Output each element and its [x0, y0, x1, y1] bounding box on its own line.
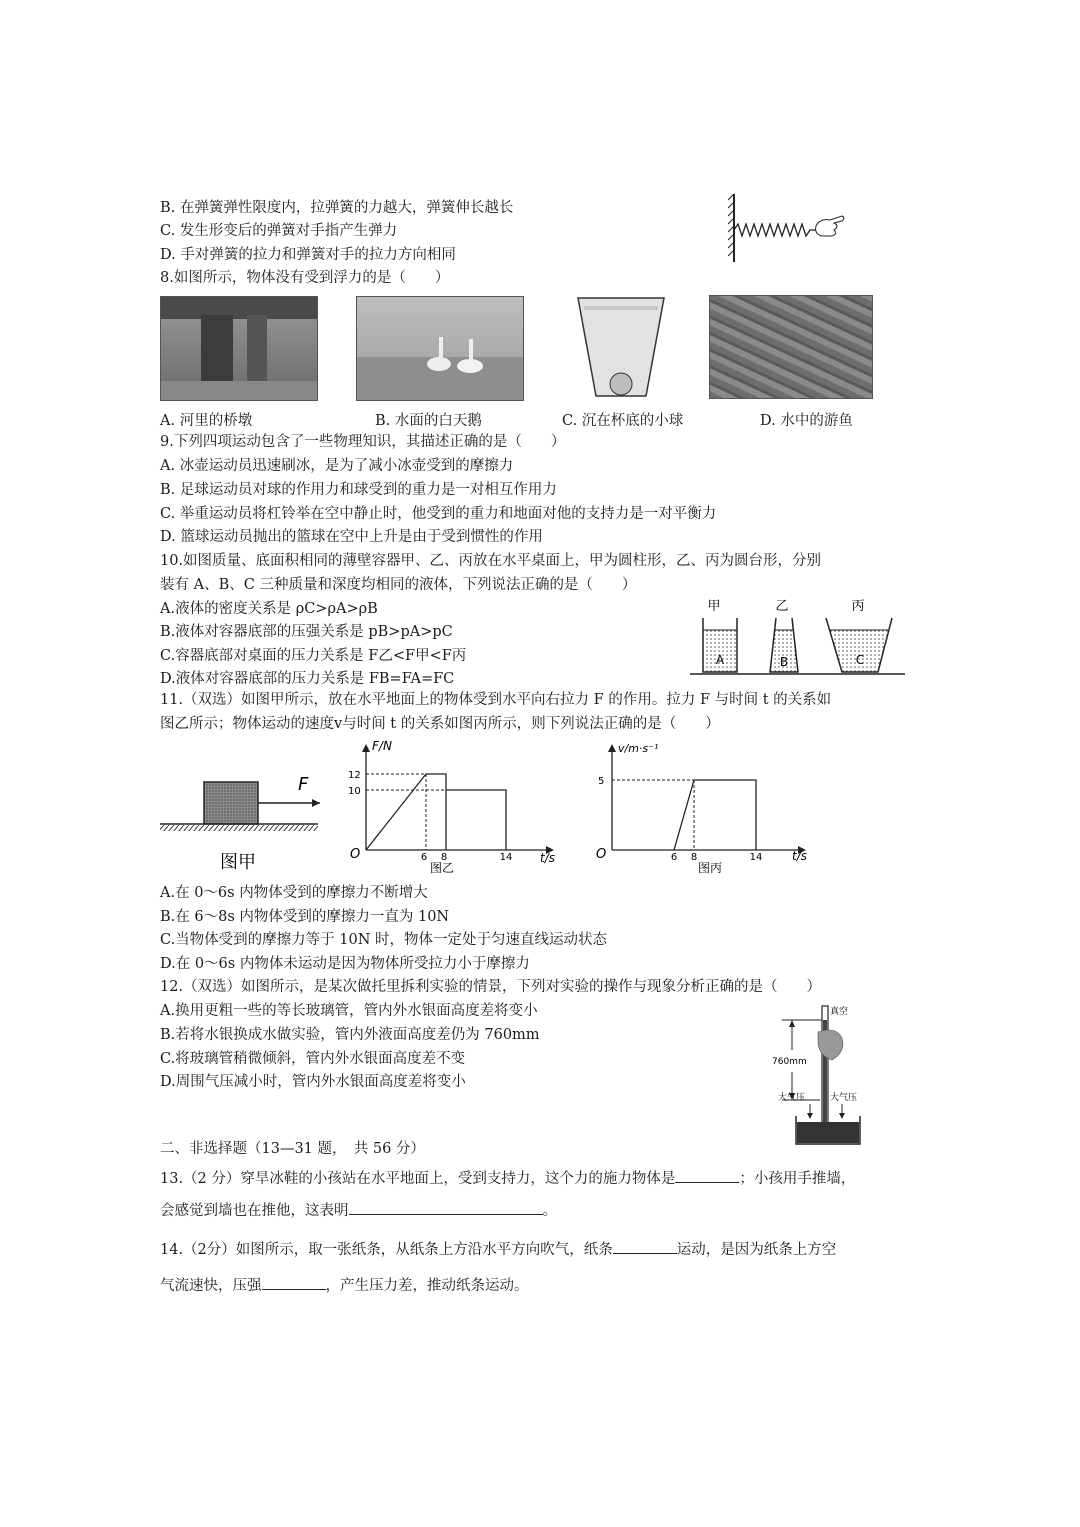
xtick-6-bing: 6	[670, 852, 678, 863]
q10-option-b: B.液体对容器底部的压强关系是 pB>pA>pC	[160, 624, 453, 640]
q13-part-2: ；小孩用手推墙，	[739, 1171, 856, 1187]
t-axis-label-bing: t/s	[792, 849, 807, 863]
figure-yi	[340, 738, 570, 874]
f-axis-label: F/N	[372, 739, 392, 753]
q8-stem: 8.如图所示，物体没有受到浮力的是（ ）	[160, 270, 450, 286]
q10-option-d: D.液体对容器底部的压力关系是 FB=FA=FC	[160, 671, 455, 687]
v-axis-label: v/m·s⁻¹	[618, 742, 659, 755]
q9-option-c: C. 举重运动员将杠铃举在空中静止时，他受到的重力和地面对他的支持力是一对平衡力	[160, 506, 717, 522]
photo-swans	[356, 296, 524, 401]
xtick-8-bing: 8	[690, 852, 698, 863]
figure-jia-caption: 图甲	[220, 852, 256, 873]
xtick-14-yi: 14	[499, 852, 513, 863]
q13-line-2	[160, 1200, 557, 1221]
vacuum-label: 真空	[830, 1007, 849, 1017]
xtick-14-bing: 14	[749, 852, 763, 863]
liquid-label-b: B	[779, 655, 789, 669]
q13-part-3: 会感觉到墙也在推他，这表明	[160, 1203, 349, 1219]
ytick-12: 12	[348, 770, 361, 781]
figure-bing	[590, 738, 820, 874]
q14-part-3: 气流速快，压强	[160, 1278, 262, 1294]
photo-bridge-pier	[160, 296, 318, 401]
q8-caption-c: C. 沉在杯底的小球	[562, 413, 684, 429]
q14-blank-2[interactable]	[262, 1275, 326, 1290]
q11-stem-2: 图乙所示；物体运动的速度v与时间 t 的关系如图丙所示，则下列说法正确的是（ ）	[160, 716, 720, 732]
q10-stem-1: 10.如图质量、底面积相同的薄壁容器甲、乙、丙放在水平桌面上，甲为圆柱形，乙、丙为圆台形，分别	[160, 553, 822, 569]
photo-cup-ball	[576, 296, 666, 400]
q7-option-b: B. 在弹簧弹性限度内，拉弹簧的力越大，弹簧伸长越长	[160, 200, 514, 216]
q11-option-a: A.在 0～6s 内物体受到的摩擦力不断增大	[160, 885, 428, 901]
atm-label-left: 大气压	[778, 1093, 806, 1103]
atm-label-right: 大气压	[830, 1093, 858, 1103]
q11-option-d: D.在 0～6s 内物体未运动是因为物体所受拉力小于摩擦力	[160, 956, 530, 972]
q11-stem-1: 11.（双选）如图甲所示，放在水平地面上的物体受到水平向右拉力 F 的作用。拉力 F 与时间 t 的关系如	[160, 692, 832, 708]
q14-part-2: 运动，是因为纸条上方空	[676, 1242, 837, 1258]
container-label-bing: 丙	[851, 599, 865, 614]
ytick-10: 10	[348, 786, 361, 797]
q10-stem-2: 装有 A、B、C 三种质量和深度均相同的液体，下列说法正确的是（ ）	[160, 577, 637, 593]
q14-blank-1[interactable]	[613, 1239, 677, 1254]
q12-option-c: C.将玻璃管稍微倾斜，管内外水银面高度差不变	[160, 1051, 466, 1067]
q13-part-1: 13.（2 分）穿旱冰鞋的小孩站在水平地面上，受到支持力，这个力的施力物体是	[160, 1171, 676, 1187]
spring-figure	[728, 190, 858, 265]
q9-stem: 9.下列四项运动包含了一些物理知识，其描述正确的是（ ）	[160, 434, 566, 450]
figure-bing-caption: 图丙	[697, 861, 723, 874]
liquid-label-c: C	[855, 653, 865, 667]
q12-stem: 12.（双选）如图所示，是某次做托里拆利实验的情景，下列对实验的操作与现象分析正确的是（ ）	[160, 979, 822, 995]
liquid-label-a: A	[715, 653, 725, 667]
xtick-8-yi: 8	[440, 852, 448, 863]
photo-fish	[709, 295, 873, 399]
q8-caption-b: B. 水面的白天鹅	[375, 413, 482, 429]
origin-yi: O	[350, 847, 361, 862]
q10-option-c: C.容器底部对桌面的压力关系是 F乙<F甲<F丙	[160, 648, 467, 664]
container-label-yi: 乙	[775, 599, 789, 614]
q9-option-d: D. 篮球运动员抛出的篮球在空中上升是由于受到惯性的作用	[160, 529, 543, 545]
section-2-heading: 二、非选择题（13—31 题， 共 56 分）	[160, 1141, 425, 1157]
q13-blank-2[interactable]	[349, 1200, 543, 1215]
q12-option-d: D.周围气压减小时，管内外水银面高度差将变小	[160, 1074, 466, 1090]
q11-option-b: B.在 6～8s 内物体受到的摩擦力一直为 10N	[160, 909, 450, 925]
q8-caption-a: A. 河里的桥墩	[160, 413, 253, 429]
q13-line-1	[160, 1168, 855, 1189]
q13-blank-1[interactable]	[675, 1168, 739, 1183]
height-760mm-label: 760mm	[772, 1057, 807, 1067]
containers-figure	[690, 594, 905, 686]
origin-bing: O	[596, 847, 607, 862]
q7-option-d: D. 手对弹簧的拉力和弹簧对手的拉力方向相同	[160, 247, 456, 263]
q10-option-a: A.液体的密度关系是 ρC>ρA>ρB	[160, 601, 378, 617]
q14-part-4: ，产生压力差，推动纸条运动。	[325, 1278, 529, 1294]
q12-option-b: B.若将水银换成水做实验，管内外液面高度差仍为 760mm	[160, 1027, 540, 1043]
ytick-5: 5	[598, 776, 605, 787]
figure-yi-caption: 图乙	[429, 861, 455, 874]
q9-option-b: B. 足球运动员对球的作用力和球受到的重力是一对相互作用力	[160, 482, 557, 498]
xtick-6-yi: 6	[420, 852, 428, 863]
q14-line-2	[160, 1275, 529, 1296]
torricelli-figure	[770, 1000, 870, 1148]
force-label: F	[298, 774, 309, 795]
figure-jia	[158, 766, 328, 876]
q11-option-c: C.当物体受到的摩擦力等于 10N 时，物体一定处于匀速直线运动状态	[160, 932, 608, 948]
q13-part-4: 。	[542, 1203, 557, 1219]
q14-line-1	[160, 1239, 836, 1260]
q9-option-a: A. 冰壶运动员迅速刷冰，是为了减小冰壶受到的摩擦力	[160, 458, 514, 474]
q7-option-c: C. 发生形变后的弹簧对手指产生弹力	[160, 223, 398, 239]
container-label-jia: 甲	[707, 599, 721, 614]
t-axis-label-yi: t/s	[540, 851, 555, 865]
q14-part-1: 14.（2分）如图所示，取一张纸条，从纸条上方沿水平方向吹气，纸条	[160, 1242, 613, 1258]
q8-caption-d: D. 水中的游鱼	[760, 413, 853, 429]
q12-option-a: A.换用更粗一些的等长玻璃管，管内外水银面高度差将变小	[160, 1003, 538, 1019]
